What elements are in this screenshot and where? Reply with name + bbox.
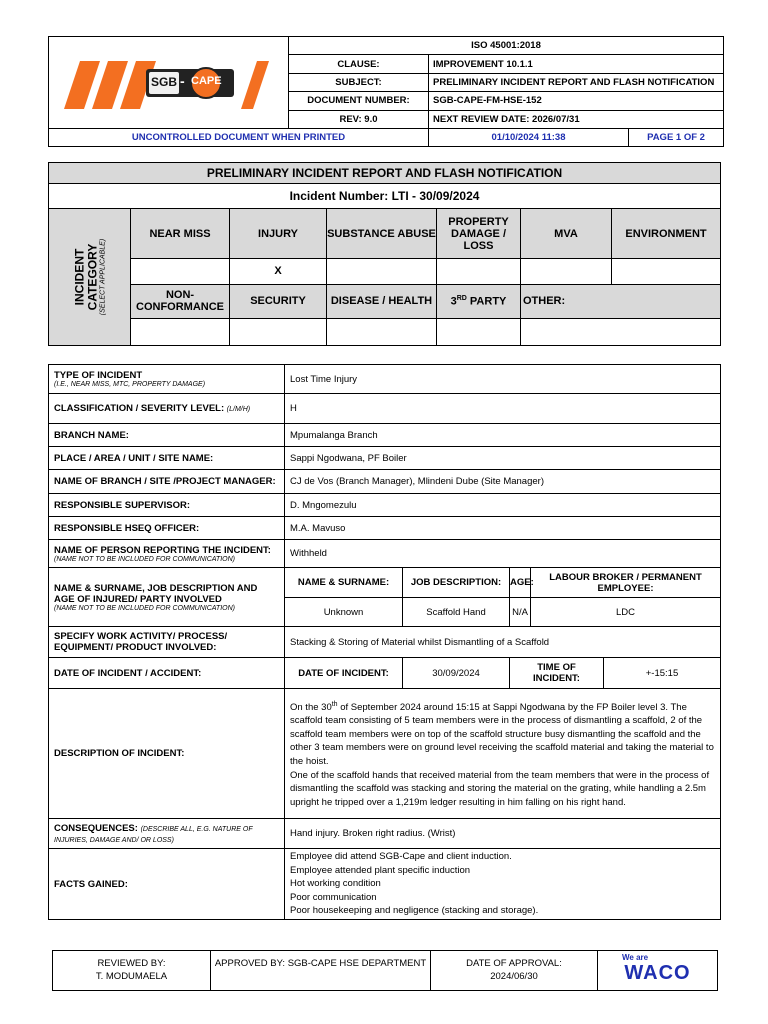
injured-note: (NAME NOT TO BE INCLUDED FOR COMMUNICATION) <box>54 604 235 612</box>
description-text-b: of September 2024 around 15:15 at Sappi Ngodwana by the FP Boiler level 3. The scaffold team consisting of 5 team members were in the process of dismantling a scaffold, 2 of the scaffold team members were on top of the scaffold structure busy dismantling the scaffold and the other 3 team members were on ground level receiving the scaffold material and taking the material to the hoist. <box>290 701 714 768</box>
supervisor-label: RESPONSIBLE SUPERVISOR: <box>49 494 285 517</box>
injured-age-value[interactable]: N/A <box>510 598 531 627</box>
page-number: PAGE 1 OF 2 <box>629 129 724 147</box>
category-property-damage: PROPERTY DAMAGE / LOSS <box>437 209 521 259</box>
mark-injury[interactable]: X <box>230 259 327 284</box>
reporter-label-cell <box>49 540 285 568</box>
date-label: DATE OF INCIDENT / ACCIDENT: <box>49 658 285 689</box>
type-label-cell <box>49 365 285 394</box>
report-title: PRELIMINARY INCIDENT REPORT AND FLASH NOTIFICATION <box>49 163 721 184</box>
incident-number: Incident Number: LTI - 30/09/2024 <box>49 184 721 209</box>
reviewed-label: REVIEWED BY: <box>97 958 166 969</box>
consequences-label-cell <box>49 819 285 849</box>
type-note: (I.E., NEAR MISS, MTC, PROPERTY DAMAGE) <box>54 381 206 388</box>
logo-text-sgb: SGB <box>150 75 177 89</box>
iso-standard: ISO 45001:2018 <box>289 37 724 55</box>
incident-category-side-label <box>49 209 131 346</box>
classification-note: (L/M/H) <box>226 406 251 413</box>
injured-header-name: NAME & SURNAME: <box>285 568 403 598</box>
category-disease-health: DISEASE / HEALTH <box>327 284 437 318</box>
category-third-party <box>437 284 521 318</box>
description-text-a: On the 30 <box>290 701 332 713</box>
logo-text-cape: CAPE <box>191 75 222 87</box>
mark-non-conformance[interactable] <box>131 318 230 345</box>
classification-label-cell <box>49 394 285 424</box>
waco-logo <box>598 951 718 991</box>
injured-header-employment: LABOUR BROKER / PERMANENT EMPLOYEE: <box>531 568 721 598</box>
hseq-label: RESPONSIBLE HSEQ OFFICER: <box>49 517 285 540</box>
document-number-value: SGB-CAPE-FM-HSE-152 <box>429 92 724 110</box>
clause-value: IMPROVEMENT 10.1.1 <box>429 55 724 73</box>
hseq-value[interactable]: M.A. Mavuso <box>285 517 721 540</box>
type-value[interactable]: Lost Time Injury <box>285 365 721 394</box>
branch-label: BRANCH NAME: <box>49 424 285 447</box>
classification-label: CLASSIFICATION / SEVERITY LEVEL: <box>54 403 225 414</box>
fact-item: Hot working condition <box>290 878 381 890</box>
injured-header-age: AGE: <box>510 568 531 598</box>
document-header <box>48 36 724 147</box>
mark-other[interactable] <box>521 318 721 345</box>
activity-label: SPECIFY WORK ACTIVITY/ PROCESS/ EQUIPMENT/ PRODUCT INVOLVED: <box>49 627 285 658</box>
fact-item: Poor communication <box>290 891 377 903</box>
approval-date-cell <box>431 951 598 991</box>
subject-label: SUBJECT: <box>289 73 429 91</box>
fact-item: Poor housekeeping and negligence (stacking and storage). <box>290 905 539 917</box>
category-security: SECURITY <box>230 284 327 318</box>
consequences-value[interactable]: Hand injury. Broken right radius. (Wrist) <box>285 819 721 849</box>
place-value[interactable]: Sappi Ngodwana, PF Boiler <box>285 447 721 470</box>
description-label: DESCRIPTION OF INCIDENT: <box>49 689 285 819</box>
type-label: TYPE OF INCIDENT <box>54 370 143 381</box>
printed-date: 01/10/2024 11:38 <box>429 129 629 147</box>
mark-environment[interactable] <box>612 259 721 284</box>
third-party-number: 3 <box>450 295 457 308</box>
document-footer <box>52 950 718 991</box>
place-label: PLACE / AREA / UNIT / SITE NAME: <box>49 447 285 470</box>
mark-security[interactable] <box>230 318 327 345</box>
injured-job-value[interactable]: Scaffold Hand <box>403 598 510 627</box>
incident-details-table <box>48 364 721 920</box>
logo-cell <box>49 37 289 129</box>
activity-value[interactable]: Stacking & Storing of Material whilst Dismantling of a Scaffold <box>285 627 721 658</box>
facts-value[interactable] <box>285 849 721 920</box>
uncontrolled-notice: UNCONTROLLED DOCUMENT WHEN PRINTED <box>49 129 429 147</box>
waco-wordmark: WACO <box>624 962 691 984</box>
side-label-note: (SELECT APPLICABLE) <box>99 238 107 316</box>
waco-tagline: We are <box>622 953 649 962</box>
reviewed-name: T. MODUMAELA <box>95 971 168 982</box>
consequences-label: CONSEQUENCES: <box>54 822 138 834</box>
category-environment: ENVIRONMENT <box>612 209 721 259</box>
time-value[interactable]: +-15:15 <box>604 658 721 689</box>
branch-value[interactable]: Mpumalanga Branch <box>285 424 721 447</box>
date-value[interactable]: 30/09/2024 <box>403 658 510 689</box>
subject-value: PRELIMINARY INCIDENT REPORT AND FLASH NOTIFICATION <box>429 73 724 91</box>
fact-item: Employee did attend SGB-Cape and client induction. <box>290 851 512 863</box>
document-number-label: DOCUMENT NUMBER: <box>289 92 429 110</box>
reporter-note: (NAME NOT TO BE INCLUDED FOR COMMUNICATION) <box>54 555 235 563</box>
time-label: TIME OF INCIDENT: <box>510 658 604 689</box>
category-injury: INJURY <box>230 209 327 259</box>
third-party-suffix: PARTY <box>466 295 507 308</box>
incident-category-table <box>48 162 721 346</box>
reporter-value[interactable]: Withheld <box>285 540 721 568</box>
date-sub-label: DATE OF INCIDENT: <box>285 658 403 689</box>
fact-item: Employee attended plant specific induction <box>290 864 471 876</box>
manager-label: NAME OF BRANCH / SITE /PROJECT MANAGER: <box>49 470 285 494</box>
mark-property-damage[interactable] <box>437 259 521 284</box>
category-other: OTHER: <box>521 284 721 318</box>
classification-value[interactable]: H <box>285 394 721 424</box>
consequences-note: (DESCRIBE ALL, E.G. NATURE OF INJURIES, DAMAGE AND/ OR LOSS) <box>54 825 253 844</box>
injured-employment-value[interactable]: LDC <box>531 598 721 627</box>
manager-value[interactable]: CJ de Vos (Branch Manager), Mlindeni Dube (Site Manager) <box>285 470 721 494</box>
category-mva: MVA <box>521 209 612 259</box>
description-sup: th <box>331 700 338 708</box>
description-paragraph-2: One of the scaffold hands that received material from the team members that were in the process of dismantling the scaffold was stacking and storing the material on the grating, while handling a 2.5m upright he tripped over a 1,219m ledger resulting in him falling on his right hand. <box>290 769 710 808</box>
mark-near-miss[interactable] <box>131 259 230 284</box>
sgb-cape-logo <box>49 37 289 128</box>
supervisor-value[interactable]: D. Mngomezulu <box>285 494 721 517</box>
category-non-conformance: NON-CONFORMANCE <box>131 284 230 318</box>
side-label-line2: CATEGORY <box>85 243 100 311</box>
reviewed-by-cell <box>53 951 211 991</box>
injured-label: NAME & SURNAME, JOB DESCRIPTION AND AGE OF INJURED/ PARTY INVOLVED <box>54 582 258 605</box>
side-label-line1: INCIDENT <box>72 248 87 306</box>
clause-label: CLAUSE: <box>289 55 429 73</box>
category-substance-abuse: SUBSTANCE ABUSE <box>327 209 437 259</box>
mark-disease-health[interactable] <box>327 318 437 345</box>
logo-text-dash: - <box>180 73 185 89</box>
category-near-miss: NEAR MISS <box>131 209 230 259</box>
facts-label: FACTS GAINED: <box>49 849 285 920</box>
third-party-sup: RD <box>456 294 467 302</box>
next-review-date: NEXT REVIEW DATE: 2026/07/31 <box>429 110 724 128</box>
description-value[interactable] <box>285 689 721 819</box>
injured-label-cell <box>49 568 285 627</box>
mark-third-party[interactable] <box>437 318 521 345</box>
mark-mva[interactable] <box>521 259 612 284</box>
injured-header-job: JOB DESCRIPTION: <box>403 568 510 598</box>
description-paragraph-1 <box>290 698 715 769</box>
approval-date: 2024/06/30 <box>490 971 538 982</box>
injured-name-value[interactable]: Unknown <box>285 598 403 627</box>
mark-substance-abuse[interactable] <box>327 259 437 284</box>
revision: REV: 9.0 <box>289 110 429 128</box>
approval-label: DATE OF APPROVAL: <box>466 958 562 969</box>
reporter-label: NAME OF PERSON REPORTING THE INCIDENT: <box>54 544 271 556</box>
approved-by: APPROVED BY: SGB-CAPE HSE DEPARTMENT <box>211 951 431 991</box>
